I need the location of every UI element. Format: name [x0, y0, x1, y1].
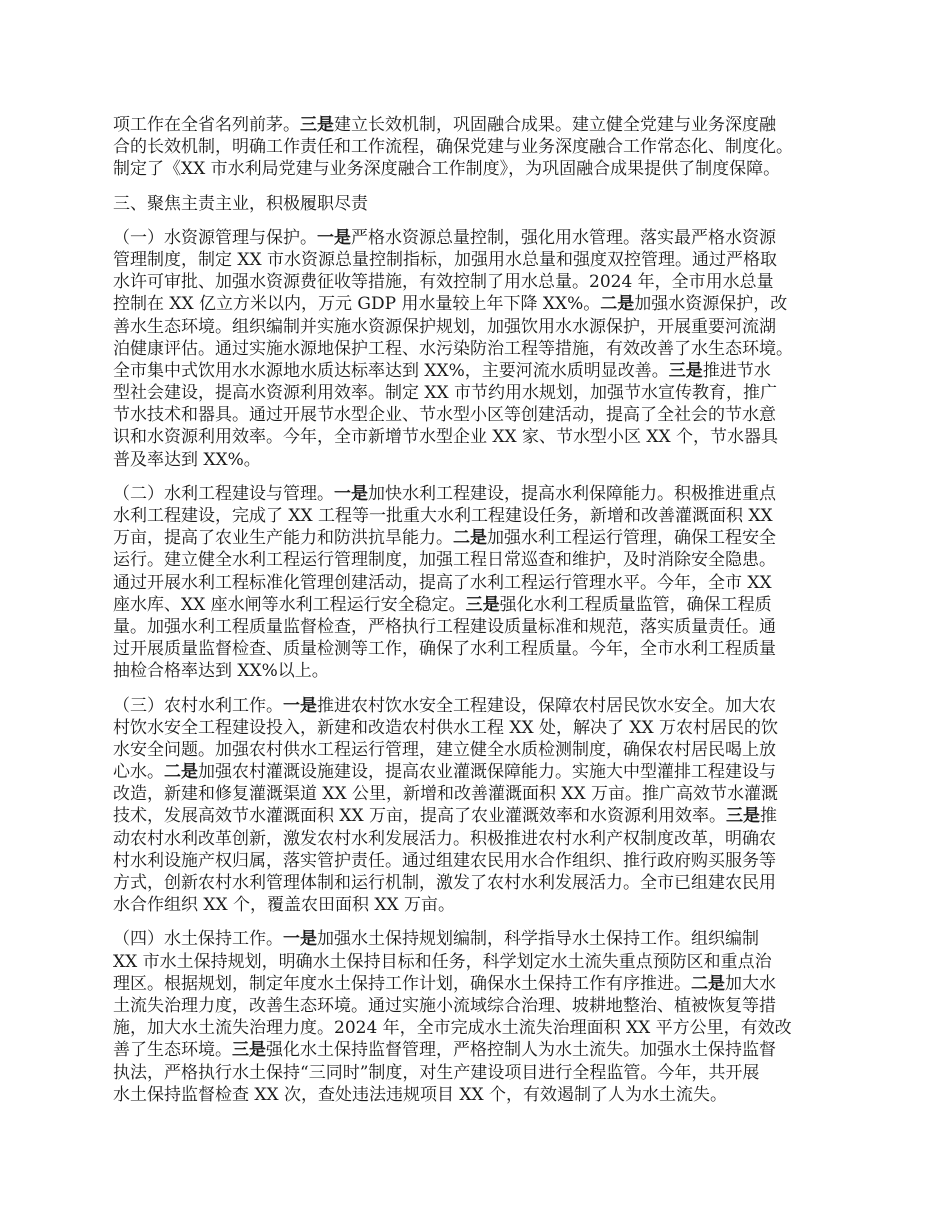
text-run: 项工作在全省名列前茅。: [113, 115, 300, 135]
text-run: 推进节水: [702, 360, 771, 381]
paragraph: [113, 227, 853, 471]
bold-keyword: 三是: [300, 115, 334, 135]
text-run: 技术，发展高效节水灌溉面积 XX 万亩，提高了农业灌溉效率和水资源利用效率。: [113, 806, 727, 827]
text-run: 加强水土保持规划编制，科学指导水土保持工作。组织编制: [317, 929, 759, 950]
text-run: 三、聚焦主责主业，积极履职尽责: [113, 193, 368, 214]
text-run: 善水生态环境。组织编制并实施水资源保护规划，加强饮用水水源保护，开展重要河流湖: [113, 316, 776, 337]
paragraph: [113, 114, 853, 181]
text-run: 控制在 XX 亿立方米以内，万元 GDP 用水量较上年下降 XX%。: [113, 294, 601, 315]
text-run: 施，加大水土流失治理力度。2024 年，全市完成水土流失治理面积 XX 平方公里，有效改: [113, 1018, 792, 1039]
text-line: [113, 928, 853, 950]
text-run: XX 市水土保持规划，明确水土保持目标和任务，科学划定水土流失重点预防区和重点治: [113, 951, 772, 972]
text-line: [113, 951, 853, 973]
text-run: 强化水利工程质量监管，确保工程质: [499, 594, 772, 615]
paragraph: [113, 483, 853, 683]
text-line: [113, 717, 853, 739]
text-line: [113, 227, 853, 249]
text-run: 村水利设施产权归属，落实管护责任。通过组建农民用水合作组织、推行政府购买服务等: [113, 850, 776, 871]
bold-keyword: 一是: [334, 483, 368, 504]
text-line: [113, 1017, 853, 1039]
text-line: [113, 973, 853, 995]
text-line: [113, 1084, 853, 1106]
text-run: 土流失治理力度，改善生态环境。通过实施小流域综合治理、坡耕地整治、植被恢复等措: [113, 995, 776, 1016]
text-run: 通过开展水利工程标准化管理创建活动，提高了水利工程运行管理水平。今年，全市 XX: [113, 572, 772, 593]
bold-keyword: 一是: [283, 695, 317, 716]
text-run: 量。加强水利工程质量监督检查，严格执行工程建设质量标准和规范，落实质量责任。通: [113, 616, 776, 637]
text-line: [113, 739, 853, 761]
section-heading: [113, 193, 853, 215]
text-run: 普及率达到 XX%。: [113, 449, 261, 470]
text-run: 严格水资源总量控制，强化用水管理。落实最严格水资源: [351, 227, 776, 248]
text-run: 村饮水安全工程建设投入，新建和改造农村供水工程 XX 处，解决了 XX 万农村居民的饮: [113, 717, 779, 738]
text-run: 万亩，提高了农业生产能力和防洪抗旱能力。: [113, 528, 453, 549]
text-run: 推: [760, 806, 778, 827]
paragraph: [113, 928, 853, 1106]
bold-keyword: 三是: [465, 594, 500, 615]
text-run: 理区。根据规划，制定年度水土保持工作计划，确保水土保持工作有序推进。: [113, 973, 691, 994]
text-line: [113, 638, 853, 660]
text-run: 水利工程建设，完成了 XX 工程等一批重大水利工程建设任务，新增和改善灌溉面积 XX: [113, 506, 773, 526]
text-run: 水安全问题。加强农村供水工程运行管理，建立健全水质检测制度，确保农村居民喝上放: [113, 739, 776, 760]
text-run: 泊健康评估。通过实施水源地保护工程、水污染防治工程等措施，有效改善了水生态环境。: [113, 338, 793, 359]
text-run: 过开展质量监督检查、质量检测等工作，确保了水利工程质量。今年，全市水利工程质量: [113, 639, 776, 660]
bold-keyword: 一是: [317, 227, 351, 248]
text-line: [113, 316, 853, 338]
text-line: [113, 828, 853, 850]
text-run: （一）水资源管理与保护。: [113, 227, 317, 248]
bold-keyword: 一是: [283, 929, 317, 950]
text-line: [113, 136, 853, 158]
text-run: 水许可审批、加强水资源费征收等措施，有效控制了用水总量。2024 年，全市用水总量: [113, 272, 774, 293]
bold-keyword: 三是: [726, 806, 761, 827]
text-line: [113, 505, 853, 527]
text-line: [113, 850, 853, 872]
text-line: [113, 271, 853, 293]
text-run: （四）水土保持工作。: [113, 929, 283, 950]
text-run: 型社会建设，提高水资源利用效率。制定 XX 市节约用水规划，加强节水宣传教育，推广: [113, 383, 778, 404]
text-run: 动农村水利改革创新，激发农村水利发展活力。积极推进农村水利产权制度改革，明确农: [113, 828, 776, 849]
text-run: 节水技术和器具。通过开展节水型企业、节水型小区等创建活动，提高了全社会的节水意: [113, 405, 776, 426]
paragraph: [113, 695, 853, 917]
text-run: 识和水资源利用效率。今年，全市新增节水型企业 XX 家、节水型小区 XX 个，节水器具: [113, 427, 779, 448]
text-line: [113, 872, 853, 894]
text-line: [113, 1039, 853, 1061]
text-line: [113, 404, 853, 426]
text-run: 加快水利工程建设，提高水利保障能力。积极推进重点: [368, 483, 776, 504]
bold-keyword: 二是: [691, 973, 725, 994]
text-run: 座水库、XX 座水闸等水利工程运行安全稳定。: [113, 594, 466, 615]
text-line: [113, 426, 853, 448]
text-run: 水土保持监督检查 XX 次，查处违法违规项目 XX 个，有效遏制了人为水土流失。: [113, 1084, 728, 1105]
text-run: 加强农村灌溉设施建设，提高农业灌溉保障能力。实施大中型灌排工程建设与: [198, 762, 776, 783]
text-run: 全市集中式饮用水水源地水质达标率达到 XX%，主要河流水质明显改善。: [113, 360, 669, 381]
text-line: [113, 382, 853, 404]
text-run: 执法，严格执行水土保持“三同时”制度，对生产建设项目进行全程监管。今年，共开展: [113, 1062, 760, 1083]
text-run: 加强水利工程运行管理，确保工程安全: [487, 528, 776, 549]
text-run: 水合作组织 XX 个，覆盖农田面积 XX 万亩。: [113, 895, 456, 916]
text-line: [113, 527, 853, 549]
text-line: [113, 249, 853, 271]
text-line: [113, 483, 853, 505]
text-run: 心水。: [113, 762, 164, 783]
text-line: [113, 158, 853, 180]
text-line: [113, 660, 853, 682]
text-line: [113, 995, 853, 1017]
text-line: [113, 894, 853, 916]
text-line: [113, 360, 853, 382]
text-line: [113, 783, 853, 805]
text-run: 建立长效机制，巩固融合成果。建立健全党建与业务深度融: [334, 115, 776, 135]
text-run: 方式，创新农村水利管理体制和运行机制，激发了农村水利发展活力。全市已组建农民用: [113, 873, 776, 893]
text-run: 加强水资源保护，改: [634, 294, 788, 315]
text-line: [113, 114, 853, 136]
text-run: 抽检合格率达到 XX%以上。: [113, 661, 329, 682]
text-line: [113, 616, 853, 638]
bold-keyword: 二是: [600, 294, 635, 315]
text-line: [113, 549, 853, 571]
text-run: 强化水土保持监督管理，严格控制人为水土流失。加强水土保持监督: [266, 1040, 776, 1061]
bold-keyword: 三是: [232, 1040, 266, 1061]
document-page: [113, 114, 853, 1118]
text-line: [113, 572, 853, 594]
bold-keyword: 三是: [668, 360, 703, 381]
text-run: 善了生态环境。: [113, 1040, 232, 1061]
text-line: [113, 338, 853, 360]
text-run: 合的长效机制，明确工作责任和工作流程，确保党建与业务深度融合工作常态化、制度化。: [113, 137, 793, 158]
text-line: [113, 449, 853, 471]
text-run: （二）水利工程建设与管理。: [113, 483, 334, 504]
text-line: [113, 293, 853, 315]
text-line: [113, 193, 853, 215]
bold-keyword: 二是: [453, 528, 487, 549]
text-run: 管理制度，制定 XX 市水资源总量控制指标，加强用水总量和强度双控管理。通过严格取: [113, 249, 778, 270]
bold-keyword: 二是: [164, 762, 198, 783]
text-run: 加大水: [725, 973, 776, 994]
text-run: 推进农村饮水安全工程建设，保障农村居民饮水安全。加大农: [317, 695, 776, 716]
text-run: 改造，新建和修复灌溉渠道 XX 公里，新增和改善灌溉面积 XX 万亩。推广高效节水灌溉: [113, 784, 779, 805]
text-line: [113, 805, 853, 827]
text-run: 制定了《XX 市水利局党建与业务深度融合工作制度》，为巩固融合成果提供了制度保障。: [113, 159, 781, 180]
text-line: [113, 761, 853, 783]
text-run: （三）农村水利工作。: [113, 695, 283, 716]
text-line: [113, 594, 853, 616]
text-line: [113, 695, 853, 717]
text-line: [113, 1062, 853, 1084]
text-run: 运行。建立健全水利工程运行管理制度，加强工程日常巡查和维护，及时消除安全隐患。: [113, 550, 776, 571]
